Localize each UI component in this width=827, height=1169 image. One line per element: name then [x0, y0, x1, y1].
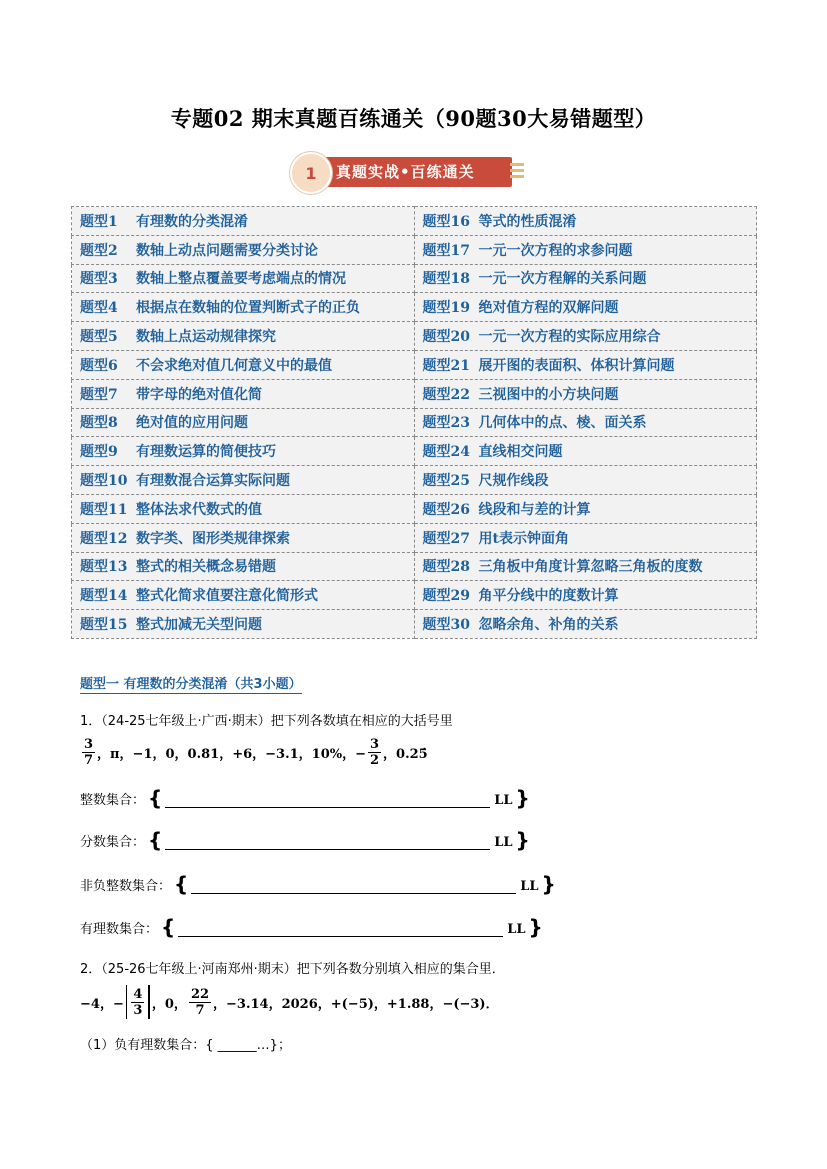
topic-label: 数字类、图形类规律探索 — [136, 530, 290, 547]
topic-cell[interactable] — [72, 523, 415, 552]
topic-cell[interactable] — [414, 610, 757, 639]
section-heading: 题型一 有理数的分类混淆（共3小题） — [80, 673, 302, 694]
topic-number: 题型11 — [80, 501, 128, 518]
question-2-subpart-1[interactable]: （1）负有理数集合：{ ______…}； — [80, 1038, 291, 1053]
topic-cell[interactable] — [72, 437, 415, 466]
table-row — [72, 322, 757, 351]
topic-cell[interactable] — [414, 207, 757, 236]
table-row — [72, 350, 757, 379]
topic-number: 题型26 — [422, 501, 470, 518]
topic-number: 题型20 — [422, 329, 470, 346]
topic-cell[interactable] — [414, 264, 757, 293]
topic-label: 有理数运算的简便技巧 — [136, 444, 276, 461]
topic-cell[interactable] — [414, 350, 757, 379]
topic-label: 有理数的分类混淆 — [136, 213, 248, 230]
topic-cell[interactable] — [414, 494, 757, 523]
table-row — [72, 379, 757, 408]
question-1-stem: 1．（24-25七年级上·广西·期末）把下列各数填在相应的大括号里 — [80, 714, 453, 729]
topic-label: 角平分线中的度数计算 — [478, 588, 619, 605]
topic-label: 数轴上动点问题需要分类讨论 — [136, 242, 318, 259]
page-title: 专题02 期末真题百练通关（90题30大易错题型） — [170, 106, 657, 131]
topic-number: 题型21 — [422, 357, 470, 374]
topic-number: 题型28 — [422, 559, 470, 576]
topic-cell[interactable] — [414, 581, 757, 610]
topic-label: 数轴上点运动规律探究 — [136, 329, 276, 346]
topic-number: 题型29 — [422, 588, 470, 605]
topic-cell[interactable] — [72, 610, 415, 639]
topic-cell[interactable] — [414, 293, 757, 322]
topic-label: 整式加减无关型问题 — [136, 617, 262, 634]
topic-label: 几何体中的点、棱、面关系 — [478, 415, 647, 432]
table-row — [72, 437, 757, 466]
topic-number: 题型27 — [422, 530, 470, 547]
topic-label: 数轴上整点覆盖要考虑端点的情况 — [136, 271, 346, 288]
fraction: $\frac{3}{7}$ — [84, 737, 94, 768]
topic-number: 题型5 — [80, 329, 118, 346]
banner-text: 真题实战•百练通关 — [336, 163, 475, 181]
topic-label: 线段和与差的计算 — [478, 501, 591, 518]
topic-cell[interactable] — [414, 235, 757, 264]
topic-cell[interactable] — [72, 466, 415, 495]
topic-number: 题型13 — [80, 559, 128, 576]
topic-label: 绝对值的应用问题 — [136, 415, 248, 432]
topic-cell[interactable] — [72, 494, 415, 523]
topic-label: 忽略余角、补角的关系 — [478, 617, 619, 634]
topic-number: 题型25 — [422, 473, 470, 490]
topic-cell[interactable] — [414, 437, 757, 466]
table-row — [72, 264, 757, 293]
topic-number: 题型19 — [422, 300, 470, 317]
topic-cell[interactable] — [72, 207, 415, 236]
section-banner — [290, 152, 535, 192]
integer-set-blank[interactable]: 整数集合： { LL } — [80, 786, 530, 810]
table-row — [72, 235, 757, 264]
topic-label: 整体法求代数式的值 — [136, 501, 262, 518]
topic-label: 一元一次方程的求参问题 — [478, 242, 633, 259]
topic-label: 根据点在数轴的位置判断式子的正负 — [136, 300, 360, 317]
topic-number: 题型12 — [80, 530, 128, 547]
table-row — [72, 207, 757, 236]
topic-number: 题型4 — [80, 300, 118, 317]
table-row — [72, 466, 757, 495]
topic-cell[interactable] — [72, 350, 415, 379]
topic-cell[interactable] — [72, 293, 415, 322]
topic-cell[interactable] — [72, 581, 415, 610]
topic-cell[interactable] — [72, 552, 415, 581]
topic-cell[interactable] — [414, 379, 757, 408]
topic-label: 尺规作线段 — [478, 473, 549, 490]
topic-label: 等式的性质混淆 — [478, 213, 577, 230]
topic-number: 题型9 — [80, 444, 118, 461]
topic-number: 题型16 — [422, 213, 470, 230]
topic-cell[interactable] — [72, 235, 415, 264]
topic-label: 绝对值方程的双解问题 — [478, 300, 619, 317]
question-2-stem: 2．（25-26七年级上·河南郑州·期末）把下列各数分别填入相应的集合里． — [80, 962, 505, 977]
fraction-set-blank[interactable]: 分数集合： { LL } — [80, 828, 530, 852]
topic-number: 题型6 — [80, 357, 118, 374]
topic-number: 题型2 — [80, 242, 118, 259]
table-row — [72, 523, 757, 552]
topic-label: 整式的相关概念易错题 — [136, 559, 276, 576]
topic-number: 题型22 — [422, 386, 470, 403]
topic-number: 题型17 — [422, 242, 470, 259]
topic-number: 题型7 — [80, 386, 118, 403]
topic-number: 题型18 — [422, 271, 470, 288]
table-row — [72, 610, 757, 639]
topic-number: 题型15 — [80, 617, 128, 634]
topic-number: 题型24 — [422, 444, 470, 461]
topic-label: 带字母的绝对值化简 — [136, 386, 262, 403]
topic-label: 一元一次方程解的关系问题 — [478, 271, 647, 288]
table-row — [72, 293, 757, 322]
question-2-numbers: −4，− $\frac{4}{3}$ ，0， $\frac{22}{7}$ ，−3.14，2026，+(−5)，+1.88，−(−3)． — [80, 986, 499, 1018]
topic-label: 展开图的表面积、体积计算问题 — [478, 357, 675, 374]
table-row — [72, 494, 757, 523]
banner-stripes-icon — [510, 163, 524, 183]
topic-cell[interactable] — [414, 466, 757, 495]
topic-label: 三视图中的小方块问题 — [478, 386, 619, 403]
topic-number: 题型23 — [422, 415, 470, 432]
topic-number: 题型8 — [80, 415, 118, 432]
topic-table — [71, 206, 757, 639]
topic-cell[interactable] — [72, 264, 415, 293]
topic-label: 用t表示钟面角 — [478, 530, 569, 547]
table-row — [72, 552, 757, 581]
topic-number: 题型3 — [80, 271, 118, 288]
topic-label: 三角板中角度计算忽略三角板的度数 — [478, 559, 703, 576]
topic-label: 有理数混合运算实际问题 — [136, 473, 290, 490]
topic-cell[interactable] — [72, 322, 415, 351]
banner-number-badge: 1 — [290, 152, 332, 194]
topic-number: 题型14 — [80, 588, 128, 605]
topic-cell[interactable] — [414, 552, 757, 581]
topic-number: 题型10 — [80, 473, 128, 490]
topic-label: 一元一次方程的实际应用综合 — [478, 329, 661, 346]
topic-cell[interactable] — [72, 379, 415, 408]
topic-cell[interactable] — [414, 523, 757, 552]
topic-label: 整式化简求值要注意化简形式 — [136, 588, 318, 605]
topic-cell[interactable] — [414, 408, 757, 437]
topic-label: 直线相交问题 — [478, 444, 563, 461]
topic-number: 题型1 — [80, 213, 118, 230]
topic-cell[interactable] — [414, 322, 757, 351]
nonneg-integer-set-blank[interactable]: 非负整数集合： { LL } — [80, 872, 556, 896]
topic-label: 不会求绝对值几何意义中的最值 — [136, 357, 332, 374]
question-1-numbers: $\frac{3}{7}$ ，π，−1，0，0.81，+6，−3.1，10%，− $\frac{3}{2}$ ，0.25̇ — [84, 737, 428, 768]
rational-set-blank[interactable]: 有理数集合： { LL } — [80, 915, 543, 939]
table-row — [72, 581, 757, 610]
table-row — [72, 408, 757, 437]
fraction: $\frac{3}{2}$ — [370, 737, 380, 768]
topic-number: 题型30 — [422, 617, 470, 634]
topic-cell[interactable] — [72, 408, 415, 437]
